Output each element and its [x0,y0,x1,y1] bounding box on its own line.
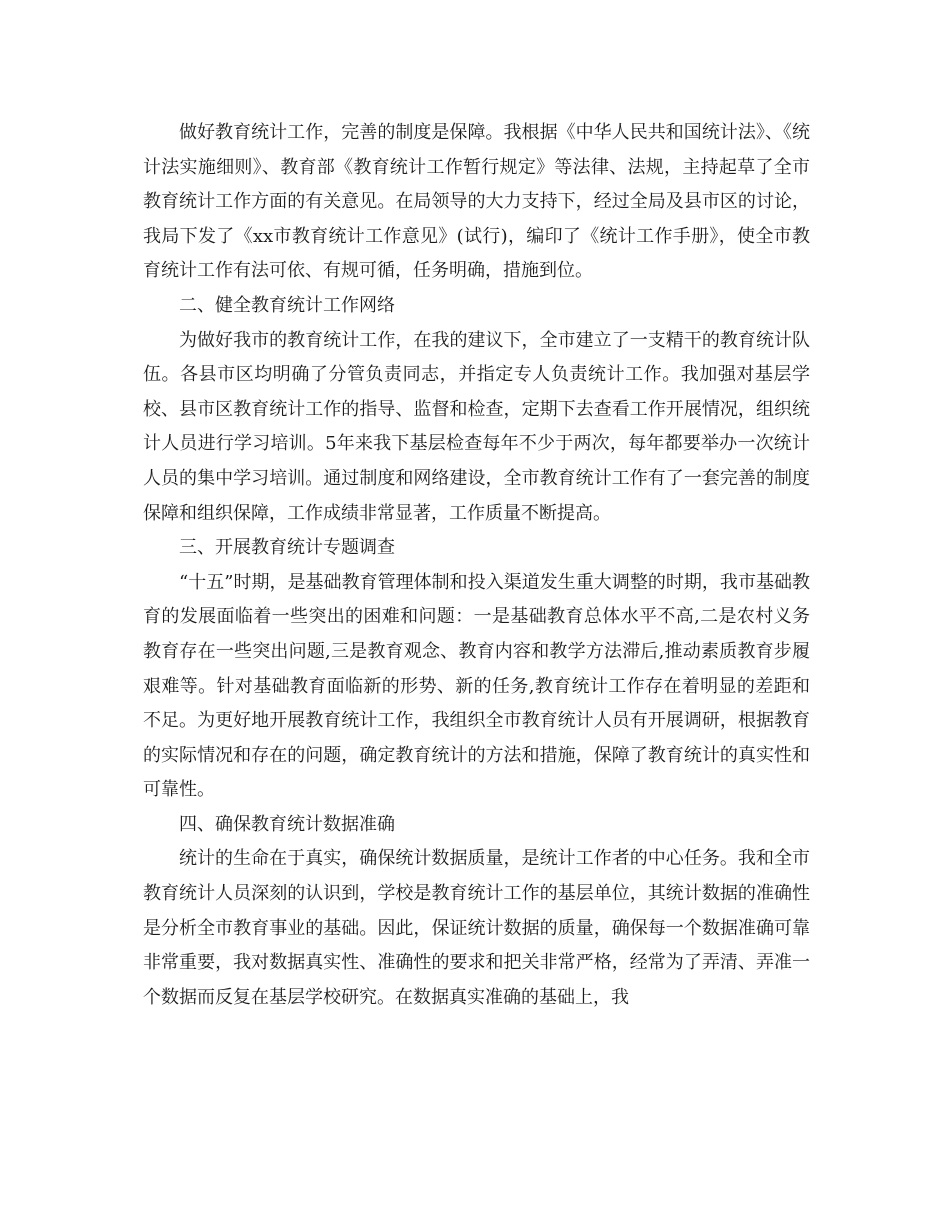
paragraph-statistics-system: 做好教育统计工作，完善的制度是保障。我根据《中华人民共和国统计法》、《统计法实施细则》、教育部《教育统计工作暂行规定》等法律、法规，主持起草了全市教育统计工作方面的有关意见。在局领导的大力支持下，经过全局及县市区的讨论，我局下发了《xx市教育统计工作意见》(试行)，编印了《统计工作手册》，使全市教育统计工作有法可依、有规可循，任务明确，措施到位。 [143,122,810,282]
paragraph-data-accuracy: 统计的生命在于真实，确保统计数据质量，是统计工作者的中心任务。我和全市教育统计人员深刻的认识到，学校是教育统计工作的基层单位，其统计数据的准确性是分析全市教育事业的基础。因此，保证统计数据的质量，确保每一个数据准确可靠非常重要，我对数据真实性、准确性的要求和把关非常严格，经常为了弄清、弄准一个数据而反复在基层学校研究。在数据真实准确的基础上，我 [143,848,810,1008]
paragraph-statistics-team: 为做好我市的教育统计工作，在我的建议下，全市建立了一支精干的教育统计队伍。各县市区均明确了分管负责同志，并指定专人负责统计工作。我加强对基层学校、县市区教育统计工作的指导、监督和检查，定期下去查看工作开展情况，组织统计人员进行学习培训。5年来我下基层检查每年不少于两次，每年都要举办一次统计人员的集中学习培训。通过制度和网络建设，全市教育统计工作有了一套完善的制度保障和组织保障，工作成绩非常显著，工作质量不断提高。 [143,329,810,524]
section-heading-survey: 三、开展教育统计专题调查 [179,537,395,559]
document-body [143,116,810,1015]
section-heading-accuracy: 四、确保教育统计数据准确 [179,813,395,835]
paragraph-special-survey: “十五”时期，是基础教育管理体制和投入渠道发生重大调整的时期，我市基础教育的发展面临着一些突出的困难和问题：一是基础教育总体水平不高,二是农村义务教育存在一些突出问题,三是教育观念、教育内容和教学方法滞后,推动素质教育步履艰难等。针对基础教育面临新的形势、新的任务,教育统计工作存在着明显的差距和不足。为更好地开展教育统计工作，我组织全市教育统计人员有开展调研，根据教育的实际情况和存在的问题，确定教育统计的方法和措施，保障了教育统计的真实性和可靠性。 [143,571,810,801]
section-heading-network: 二、健全教育统计工作网络 [179,294,395,316]
